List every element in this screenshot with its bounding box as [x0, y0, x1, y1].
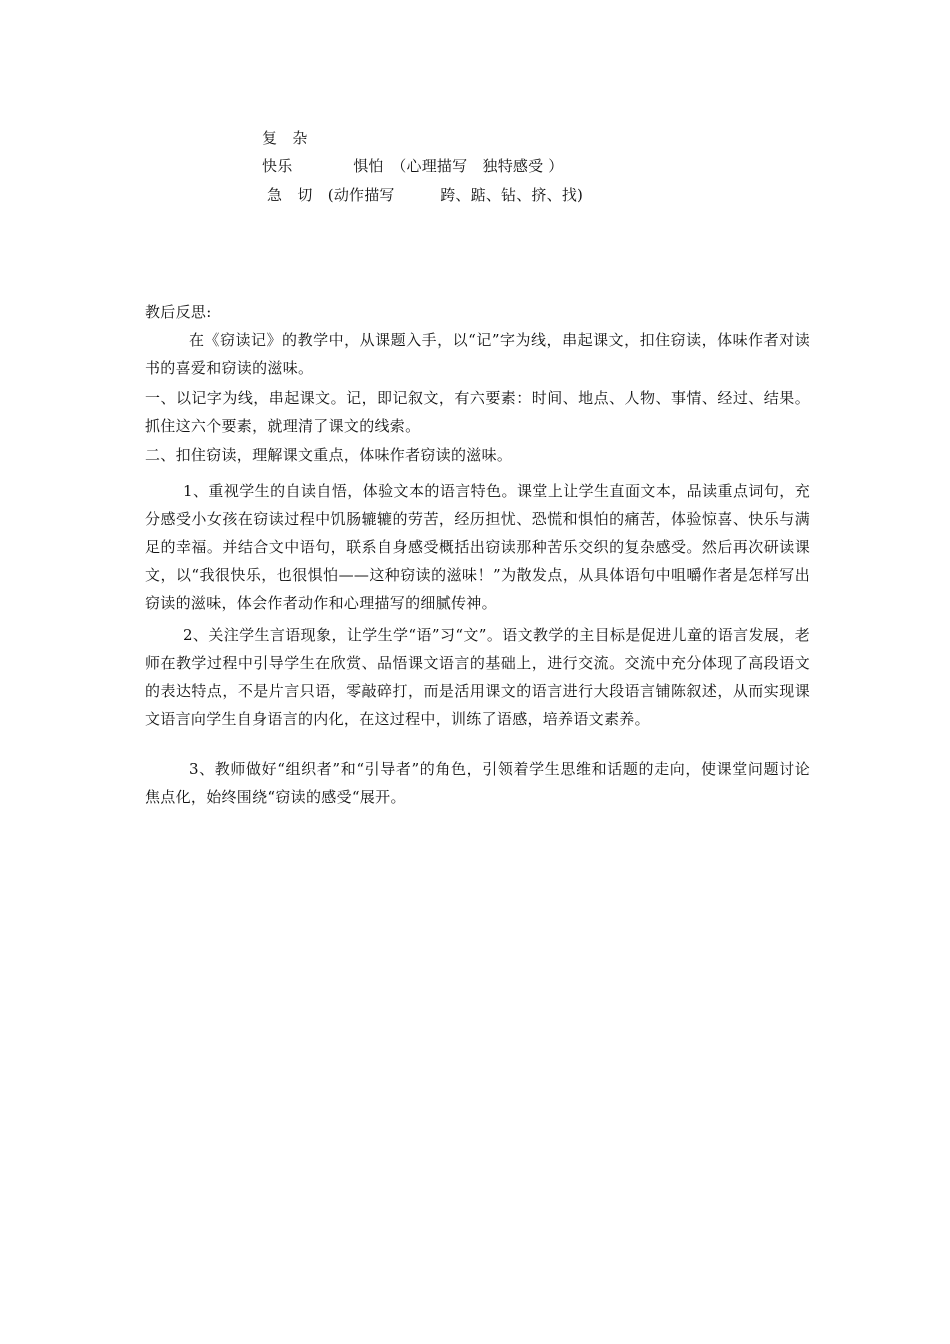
reflection-sub-point-3: 3、教师做好“组织者”和“引导者”的角色，引领着学生思维和话题的走向，使课堂问题讨论焦点化，始终围绕“窃读的感受“展开。 [145, 760, 810, 806]
reflection-point-1: 一、以记字为线，串起课文。记，即记叙文，有六要素：时间、地点、人物、事情、经过、结果。抓住这六个要素，就理清了课文的线索。 [145, 389, 810, 435]
outline-line-complex: 复 杂 [262, 129, 308, 147]
reflection-intro: 在《窃读记》的教学中，从课题入手，以“记”字为线，串起课文，扣住窃读，体味作者对读书的喜爱和窃读的滋味。 [145, 331, 810, 377]
reflection-heading: 教后反思: [145, 303, 212, 321]
outline-line-urgent: 急 切 (动作描写 跨、踮、钻、挤、找) [262, 186, 584, 204]
reflection-sub-point-1: 1、重视学生的自读自悟，体验文本的语言特色。课堂上让学生直面文本，品读重点词句，充分感受小女孩在窃读过程中饥肠辘辘的劳苦，经历担忧、恐慌和惧怕的痛苦，体验惊喜、快乐与满足的幸福。并结合文中语句，联系自身感受概括出窃读那种苦乐交织的复杂感受。然后再次研读课文，以“我很快乐，也很惧怕——这种窃读的滋味！”为散发点，从具体语句中咀嚼作者是怎样写出窃读的滋味，体会作者动作和心理描写的细腻传神。 [145, 482, 810, 612]
outline-line-joy-fear: 快乐 惧怕 （心理描写 独特感受 ） [262, 157, 564, 175]
reflection-point-2: 二、扣住窃读，理解课文重点，体味作者窃读的滋味。 [145, 446, 513, 464]
reflection-sub-point-2: 2、关注学生言语现象，让学生学“语”习“文”。语文教学的主目标是促进儿童的语言发展，老师在教学过程中引导学生在欣赏、品悟课文语言的基础上，进行交流。交流中充分体现了高段语文的表达特点，不是片言只语，零敲碎打，而是活用课文的语言进行大段语言铺陈叙述，从而实现课文语言向学生自身语言的内化，在这过程中，训练了语感，培养语文素养。 [145, 626, 810, 728]
